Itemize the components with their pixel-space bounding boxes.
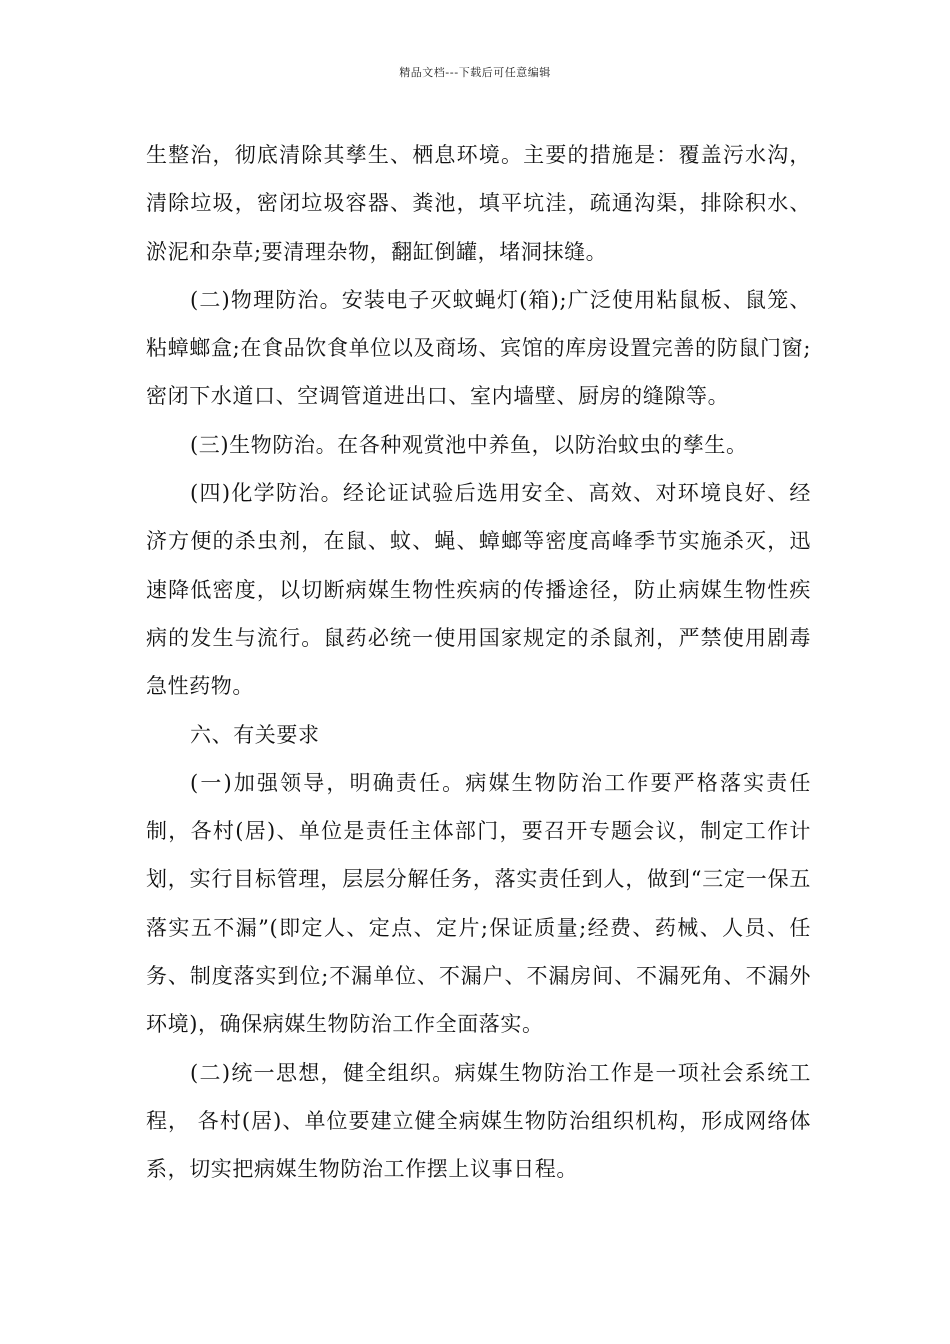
document-body xyxy=(146,131,811,1194)
paragraph-chemical-control: (四)化学防治。经论证试验后选用安全、高效、对环境良好、经济方便的杀虫剂，在鼠、蚊、蝇、蟑螂等密度高峰季节实施杀灭，迅速降低密度，以切断病媒生物性疾病的传播途径，防止病媒生物性疾病的发生与流行。鼠药必统一使用国家规定的杀鼠剂，严禁使用剧毒急性药物。 xyxy=(146,481,811,699)
paragraph-physical-control: (二)物理防治。安装电子灭蚊蝇灯(箱);广泛使用粘鼠板、鼠笼、粘蟑螂盒;在食品饮食单位以及商场、宾馆的库房设置完善的防鼠门窗;密闭下水道口、空调管道进出口、室内墙壁、厨房的缝隙等。 xyxy=(146,287,811,409)
section-heading-requirements: 六、有关要求 xyxy=(190,722,320,747)
paragraph-sanitation-continuation: 生整治，彻底清除其孳生、栖息环境。主要的措施是：覆盖污水沟，清除垃圾，密闭垃圾容器、粪池，填平坑洼，疏通沟渠，排除积水、淤泥和杂草;要清理杂物，翻缸倒罐，堵洞抹缝。 xyxy=(146,143,811,264)
paragraph-unified-organization: (二)统一思想，健全组织。病媒生物防治工作是一项社会系统工程， 各村(居)、单位要建立健全病媒生物防治组织机构，形成网络体系，切实把病媒生物防治工作摆上议事日程。 xyxy=(146,1060,811,1182)
paragraph-biological-control: (三)生物防治。在各种观赏池中养鱼，以防治蚊虫的孳生。 xyxy=(190,432,748,457)
page-header: 精品文档---下载后可任意编辑 xyxy=(399,66,551,79)
paragraph-leadership-responsibility: (一)加强领导，明确责任。病媒生物防治工作要严格落实责任制，各村(居)、单位是责任主体部门，要召开专题会议，制定工作计划，实行目标管理，层层分解任务，落实责任到人，做到“三定一保五落实五不漏”(即定人、定点、定片;保证质量;经费、药械、人员、任务、制度落实到位;不漏单位、不漏户、不漏房间、不漏死角、不漏外环境)，确保病媒生物防治工作全面落实。 xyxy=(146,770,811,1037)
